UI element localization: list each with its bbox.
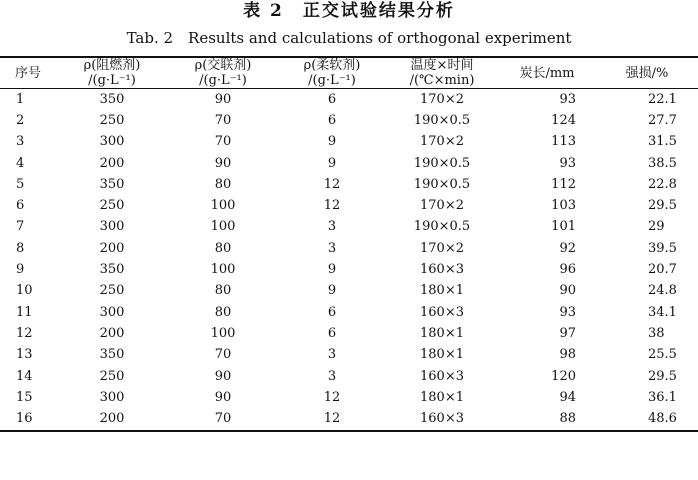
cell-flame-retardant: 350	[99, 91, 125, 107]
header-cell-char-length: 炭长/mm	[498, 57, 596, 89]
cell-flame-retardant: 250	[99, 112, 125, 128]
cell-index: 5	[16, 176, 25, 192]
cell-crosslinker: 80	[214, 240, 232, 256]
table-row	[0, 408, 698, 430]
cell-temp-time: 190×0.5	[413, 176, 471, 192]
cell-flame-retardant: 300	[99, 134, 125, 150]
table-header-row	[0, 57, 698, 89]
table-row	[0, 153, 698, 174]
cell-temp-time: 170×2	[420, 91, 464, 107]
cell-temp-time: 160×3	[420, 262, 464, 278]
table-row	[0, 217, 698, 238]
cell-char-length: 94	[559, 389, 576, 405]
cell-strength-loss: 25.5	[648, 347, 677, 363]
cell-strength-loss: 29.5	[648, 198, 677, 214]
header-cell-strength-loss: 强损/%	[596, 57, 698, 89]
cell-temp-time: 160×3	[386, 408, 498, 430]
table-row	[0, 345, 698, 366]
cell-crosslinker: 90	[214, 368, 232, 384]
cell-softener: 3	[327, 240, 337, 256]
cell-index: 11	[16, 304, 33, 320]
cell-softener: 9	[327, 134, 337, 150]
cell-index: 10	[16, 283, 33, 299]
cell-index: 7	[16, 219, 25, 235]
cell-char-length: 124	[551, 112, 576, 128]
table-row	[0, 281, 698, 302]
cell-index: 2	[16, 112, 25, 128]
cell-flame-retardant: 350	[99, 347, 125, 363]
cell-softener: 12	[278, 408, 386, 430]
cell-flame-retardant: 350	[99, 262, 125, 278]
cell-temp-time: 170×2	[420, 134, 464, 150]
cell-index: 15	[16, 389, 33, 405]
cell-char-length: 103	[551, 198, 576, 214]
cell-crosslinker: 90	[214, 389, 232, 405]
cell-index: 13	[16, 347, 33, 363]
header-cell-crosslinker: ρ(交联剂) /(g·L⁻¹)	[168, 57, 278, 89]
header-cell-index: 序号	[0, 57, 56, 89]
cell-strength-loss: 22.1	[648, 91, 677, 107]
cell-strength-loss: 20.7	[648, 262, 677, 278]
cell-index: 12	[16, 325, 33, 341]
table-row	[0, 195, 698, 216]
cell-crosslinker: 80	[214, 176, 232, 192]
cell-char-length: 93	[559, 91, 576, 107]
cell-temp-time: 180×1	[420, 389, 464, 405]
table-row	[0, 89, 698, 111]
cell-temp-time: 190×0.5	[413, 112, 471, 128]
table-title-english: Tab. 2 Results and calculations of orthogonal experiment	[126, 29, 572, 47]
cell-flame-retardant: 250	[99, 368, 125, 384]
header-cell-temp-time: 温度×时间 /(℃×min)	[386, 57, 498, 89]
cell-index: 9	[16, 262, 25, 278]
cell-strength-loss: 29	[648, 219, 665, 235]
cell-softener: 6	[327, 325, 337, 341]
cell-strength-loss: 34.1	[648, 304, 677, 320]
cell-strength-loss: 38	[648, 325, 665, 341]
cell-softener: 3	[327, 368, 337, 384]
header-cell-flame-retardant: ρ(阻燃剂) /(g·L⁻¹)	[56, 57, 168, 89]
table-row	[0, 110, 698, 131]
cell-temp-time: 170×2	[420, 198, 464, 214]
cell-index: 4	[16, 155, 25, 171]
cell-crosslinker: 70	[214, 112, 232, 128]
table-row	[0, 132, 698, 153]
cell-crosslinker: 80	[214, 283, 232, 299]
cell-index: 16	[0, 408, 56, 430]
cell-flame-retardant: 200	[99, 240, 125, 256]
cell-flame-retardant: 200	[99, 155, 125, 171]
cell-softener: 6	[327, 91, 337, 107]
table-row	[0, 387, 698, 408]
cell-index: 14	[16, 368, 33, 384]
table-row	[0, 238, 698, 259]
cell-char-length: 112	[551, 176, 576, 192]
cell-crosslinker: 100	[210, 198, 236, 214]
cell-flame-retardant: 300	[99, 389, 125, 405]
cell-crosslinker: 70	[214, 347, 232, 363]
cell-temp-time: 190×0.5	[413, 155, 471, 171]
results-table	[0, 56, 698, 432]
table-row	[0, 259, 698, 280]
cell-flame-retardant: 250	[99, 198, 125, 214]
table-row	[0, 302, 698, 323]
cell-softener: 9	[327, 155, 337, 171]
cell-strength-loss: 27.7	[648, 112, 677, 128]
cell-strength-loss: 31.5	[648, 134, 677, 150]
cell-temp-time: 190×0.5	[413, 219, 471, 235]
cell-temp-time: 160×3	[420, 368, 464, 384]
cell-char-length: 93	[559, 155, 576, 171]
cell-strength-loss: 36.1	[648, 389, 677, 405]
cell-softener: 12	[323, 198, 341, 214]
cell-temp-time: 170×2	[420, 240, 464, 256]
cell-flame-retardant: 350	[99, 176, 125, 192]
cell-crosslinker: 100	[210, 262, 236, 278]
cell-index: 3	[16, 134, 25, 150]
cell-flame-retardant: 300	[99, 219, 125, 235]
cell-temp-time: 180×1	[420, 347, 464, 363]
cell-softener: 3	[327, 347, 337, 363]
cell-index: 6	[16, 198, 25, 214]
cell-strength-loss: 48.6	[596, 408, 698, 430]
cell-char-length: 96	[559, 262, 576, 278]
cell-softener: 12	[323, 176, 341, 192]
cell-softener: 3	[327, 219, 337, 235]
cell-index: 1	[16, 91, 25, 107]
cell-strength-loss: 22.8	[648, 176, 677, 192]
cell-strength-loss: 24.8	[648, 283, 677, 299]
cell-softener: 6	[327, 304, 337, 320]
cell-strength-loss: 38.5	[648, 155, 677, 171]
cell-char-length: 93	[559, 304, 576, 320]
cell-temp-time: 180×1	[420, 325, 464, 341]
table-body	[0, 89, 698, 431]
cell-char-length: 88	[498, 408, 596, 430]
cell-char-length: 101	[551, 219, 576, 235]
cell-char-length: 113	[551, 134, 576, 150]
cell-softener: 9	[327, 283, 337, 299]
table-row	[0, 366, 698, 387]
cell-char-length: 90	[559, 283, 576, 299]
cell-crosslinker: 100	[210, 219, 236, 235]
cell-char-length: 98	[559, 347, 576, 363]
cell-crosslinker: 70	[168, 408, 278, 430]
header-cell-softener: ρ(柔软剂) /(g·L⁻¹)	[278, 57, 386, 89]
cell-crosslinker: 90	[214, 155, 232, 171]
table-row	[0, 323, 698, 344]
cell-char-length: 97	[559, 325, 576, 341]
cell-char-length: 92	[559, 240, 576, 256]
cell-crosslinker: 70	[214, 134, 232, 150]
cell-flame-retardant: 200	[56, 408, 168, 430]
cell-temp-time: 160×3	[420, 304, 464, 320]
cell-softener: 6	[327, 112, 337, 128]
cell-softener: 9	[327, 262, 337, 278]
cell-crosslinker: 80	[214, 304, 232, 320]
cell-index: 8	[16, 240, 25, 256]
cell-char-length: 120	[551, 368, 576, 384]
table-title-chinese: 表 2 正交试验结果分析	[243, 1, 455, 21]
cell-temp-time: 180×1	[420, 283, 464, 299]
cell-flame-retardant: 300	[99, 304, 125, 320]
cell-crosslinker: 90	[214, 91, 232, 107]
table-row	[0, 174, 698, 195]
cell-flame-retardant: 200	[99, 325, 125, 341]
cell-softener: 12	[323, 389, 341, 405]
cell-strength-loss: 29.5	[648, 368, 677, 384]
cell-crosslinker: 100	[210, 325, 236, 341]
cell-flame-retardant: 250	[99, 283, 125, 299]
cell-strength-loss: 39.5	[648, 240, 677, 256]
